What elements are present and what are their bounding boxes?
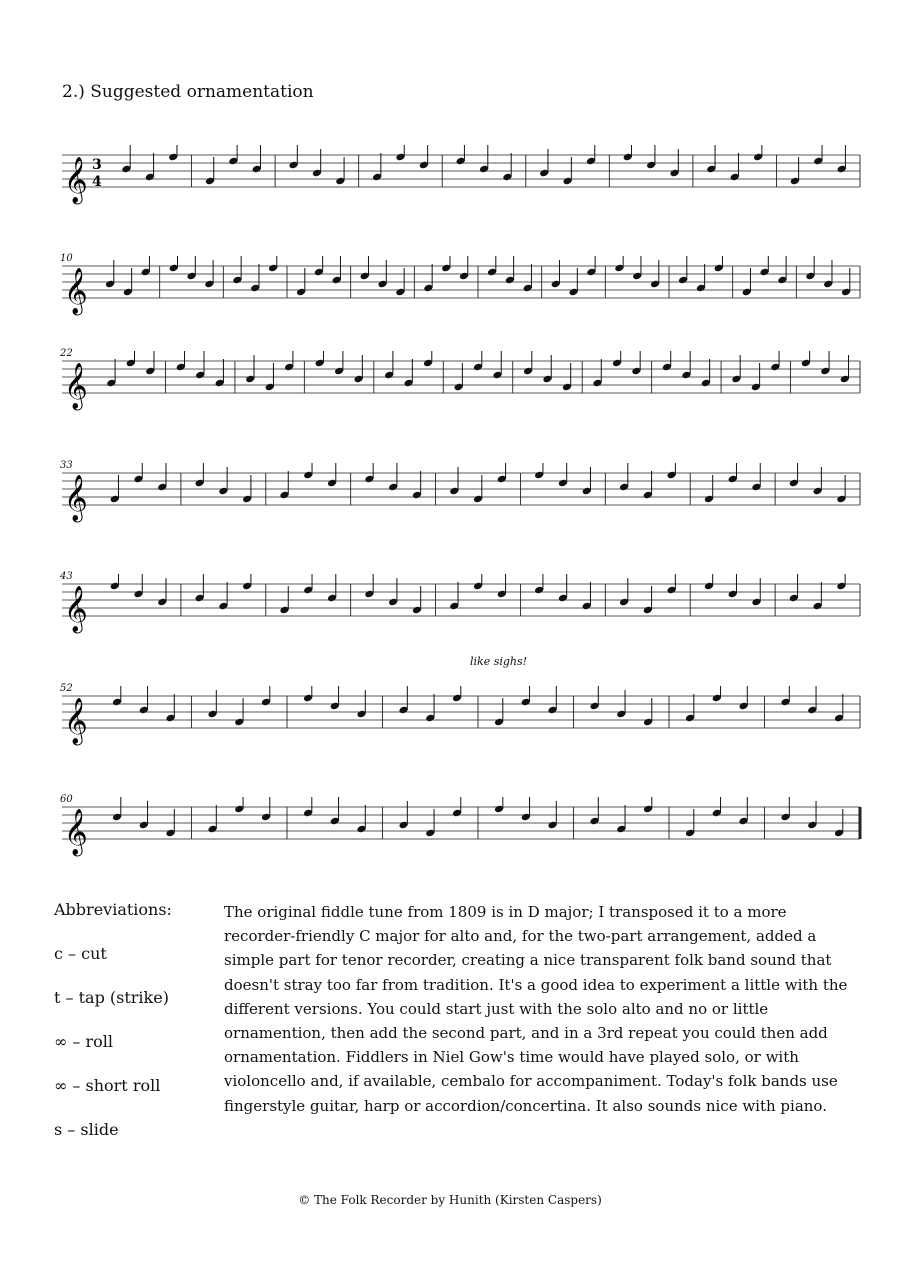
paragraph-line: recorder-friendly C major for alto and, for the two-part arrangement, added a <box>224 927 817 946</box>
staff-system <box>0 794 900 857</box>
treble-clef-icon: 𝄞 <box>64 268 88 314</box>
staff-system <box>0 460 900 523</box>
abbr-tap: t – tap (strike) <box>54 988 169 1007</box>
staff-system <box>0 145 900 205</box>
time-signature-bottom: 4 <box>92 174 102 190</box>
paragraph-line: ornamention, then add the second part, and in a 3rd repeat you could then add <box>224 1024 828 1043</box>
treble-clef-icon: 𝄞 <box>64 475 88 521</box>
staff-system <box>0 683 900 746</box>
measure-number: 52 <box>60 683 73 694</box>
staff-lines <box>0 797 900 857</box>
abbr-roll: ∞ – roll <box>54 1032 114 1051</box>
staff-lines <box>0 463 900 523</box>
treble-clef-icon: 𝄞 <box>64 157 88 203</box>
measure-number: 43 <box>60 571 73 582</box>
treble-clef-icon: 𝄞 <box>64 586 88 632</box>
time-signature-top: 3 <box>92 157 102 173</box>
abbreviations-title: Abbreviations: <box>54 900 172 919</box>
abbr-cut: c – cut <box>54 944 107 963</box>
measure-number: 60 <box>60 794 73 805</box>
notes-paragraph <box>224 900 864 1118</box>
abbr-slide: s – slide <box>54 1120 119 1139</box>
expression-marking: like sighs! <box>470 655 528 668</box>
staff-system <box>0 348 900 411</box>
page-heading: 2.) Suggested ornamentation <box>62 82 314 102</box>
staff-system <box>0 253 900 316</box>
treble-clef-icon: 𝄞 <box>64 363 88 409</box>
staff-lines <box>0 145 900 205</box>
paragraph-line: The original fiddle tune from 1809 is in D major; I transposed it to a more <box>224 903 787 921</box>
staff-lines <box>0 256 900 316</box>
paragraph-line: ornamentation. Fiddlers in Niel Gow's time would have played solo, or with <box>224 1048 799 1067</box>
abbr-short-roll: ∞ – short roll <box>54 1076 161 1095</box>
measure-number: 22 <box>60 348 73 359</box>
abbreviations-legend <box>54 888 172 1152</box>
copyright-footer: © The Folk Recorder by Hunith (Kirsten Caspers) <box>298 1193 602 1207</box>
paragraph-line: doesn't stray too far from tradition. It's a good idea to experiment a little with the <box>224 975 848 994</box>
paragraph-line: violoncello and, if available, cembalo for accompaniment. Today's folk bands use <box>224 1072 838 1091</box>
staff-lines <box>0 574 900 634</box>
paragraph-line: simple part for tenor recorder, creating a nice transparent folk band sound that <box>224 951 832 970</box>
staff-lines <box>0 686 900 746</box>
paragraph-line: fingerstyle guitar, harp or accordion/concertina. It also sounds nice with piano. <box>224 1096 827 1115</box>
staff-lines <box>0 351 900 411</box>
paragraph-line: different versions. You could start just with the solo alto and no or little <box>224 999 769 1018</box>
staff-system <box>0 571 900 634</box>
treble-clef-icon: 𝄞 <box>64 698 88 744</box>
treble-clef-icon: 𝄞 <box>64 809 88 855</box>
measure-number: 33 <box>60 460 73 471</box>
measure-number: 10 <box>60 253 73 264</box>
